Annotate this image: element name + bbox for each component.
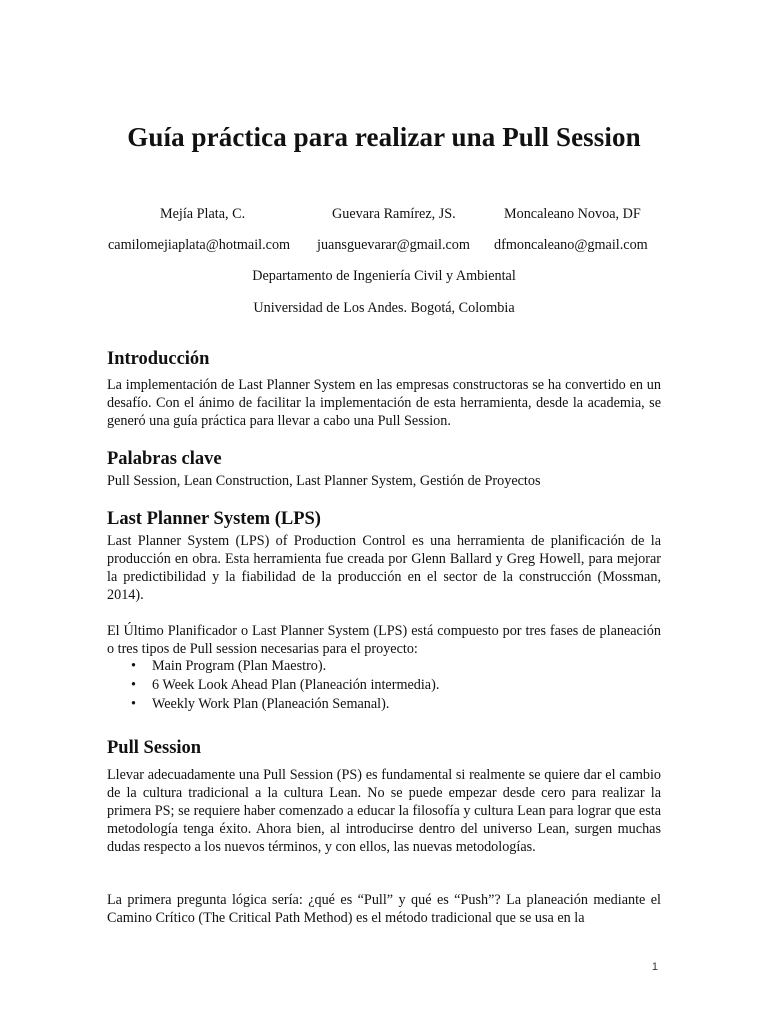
pull-session-paragraph-2: La primera pregunta lógica sería: ¿qué es “Pull” y qué es “Push”? La planeación mediante el Camino Crítico (The Critical Path Method) es el método tradicional que se usa en la bbox=[107, 892, 661, 926]
author-email-3: dfmoncaleano@gmail.com bbox=[494, 237, 648, 253]
intro-paragraph: La implementación de Last Planner System en las empresas constructoras se ha convertido en un desafío. Con el ánimo de facilitar la implementación de esta herramienta, desde la academia, se generó una guía práctica para llevar a cabo una Pull Session. bbox=[107, 377, 661, 429]
author-email-2: juansguevarar@gmail.com bbox=[317, 237, 470, 253]
author-name-1: Mejía Plata, C. bbox=[160, 206, 246, 222]
bullet-icon: • bbox=[131, 677, 136, 693]
bullet-icon: • bbox=[131, 658, 136, 674]
list-item bbox=[107, 657, 439, 676]
intro-heading: Introducción bbox=[107, 349, 210, 369]
document-title: Guía práctica para realizar una Pull Session bbox=[127, 122, 641, 152]
lps-paragraph-1: Last Planner System (LPS) of Production Control es una herramienta de planificación de la producción en obra. Esta herramienta fue creada por Glenn Ballard y Greg Howell, para mejorar la predictibilidad y la fiabilidad de la producción en el sector de la construcción (Mossman, 2014). bbox=[107, 533, 661, 603]
list-item bbox=[107, 695, 439, 714]
list-item-text: Weekly Work Plan (Planeación Semanal). bbox=[152, 696, 390, 712]
list-item bbox=[107, 676, 439, 695]
page-number: 1 bbox=[651, 961, 658, 973]
keywords-paragraph: Pull Session, Lean Construction, Last Planner System, Gestión de Proyectos bbox=[107, 473, 541, 489]
list-item-text: Main Program (Plan Maestro). bbox=[152, 658, 327, 674]
keywords-heading: Palabras clave bbox=[107, 449, 222, 469]
author-email-1: camilomejiaplata@hotmail.com bbox=[108, 237, 291, 253]
pull-session-paragraph-1: Llevar adecuadamente una Pull Session (PS) es fundamental si realmente se quiere dar el cambio de la cultura tradicional a la cultura Lean. No se puede empezar desde cero para realizar la primera PS; se requiere haber comenzado a educar la filosofía y cultura Lean para lograr que esta metodología tenga éxito. Ahora bien, al introducirse dentro del universo Lean, surgen muchas dudas respecto a los nuevos términos, y con ellos, las nuevas metodologías. bbox=[107, 767, 661, 855]
lps-phase-list bbox=[107, 657, 439, 714]
bullet-icon: • bbox=[131, 696, 136, 712]
author-name-2: Guevara Ramírez, JS. bbox=[332, 206, 456, 222]
university-line: Universidad de Los Andes. Bogotá, Colombia bbox=[253, 300, 515, 316]
pull-session-heading: Pull Session bbox=[107, 738, 202, 758]
department-line: Departamento de Ingeniería Civil y Ambiental bbox=[252, 268, 516, 284]
lps-paragraph-2: El Último Planificador o Last Planner System (LPS) está compuesto por tres fases de planeación o tres tipos de Pull session necesarias para el proyecto: bbox=[107, 623, 661, 657]
author-name-3: Moncaleano Novoa, DF bbox=[504, 206, 641, 222]
list-item-text: 6 Week Look Ahead Plan (Planeación intermedia). bbox=[152, 677, 440, 693]
lps-heading: Last Planner System (LPS) bbox=[107, 509, 321, 529]
